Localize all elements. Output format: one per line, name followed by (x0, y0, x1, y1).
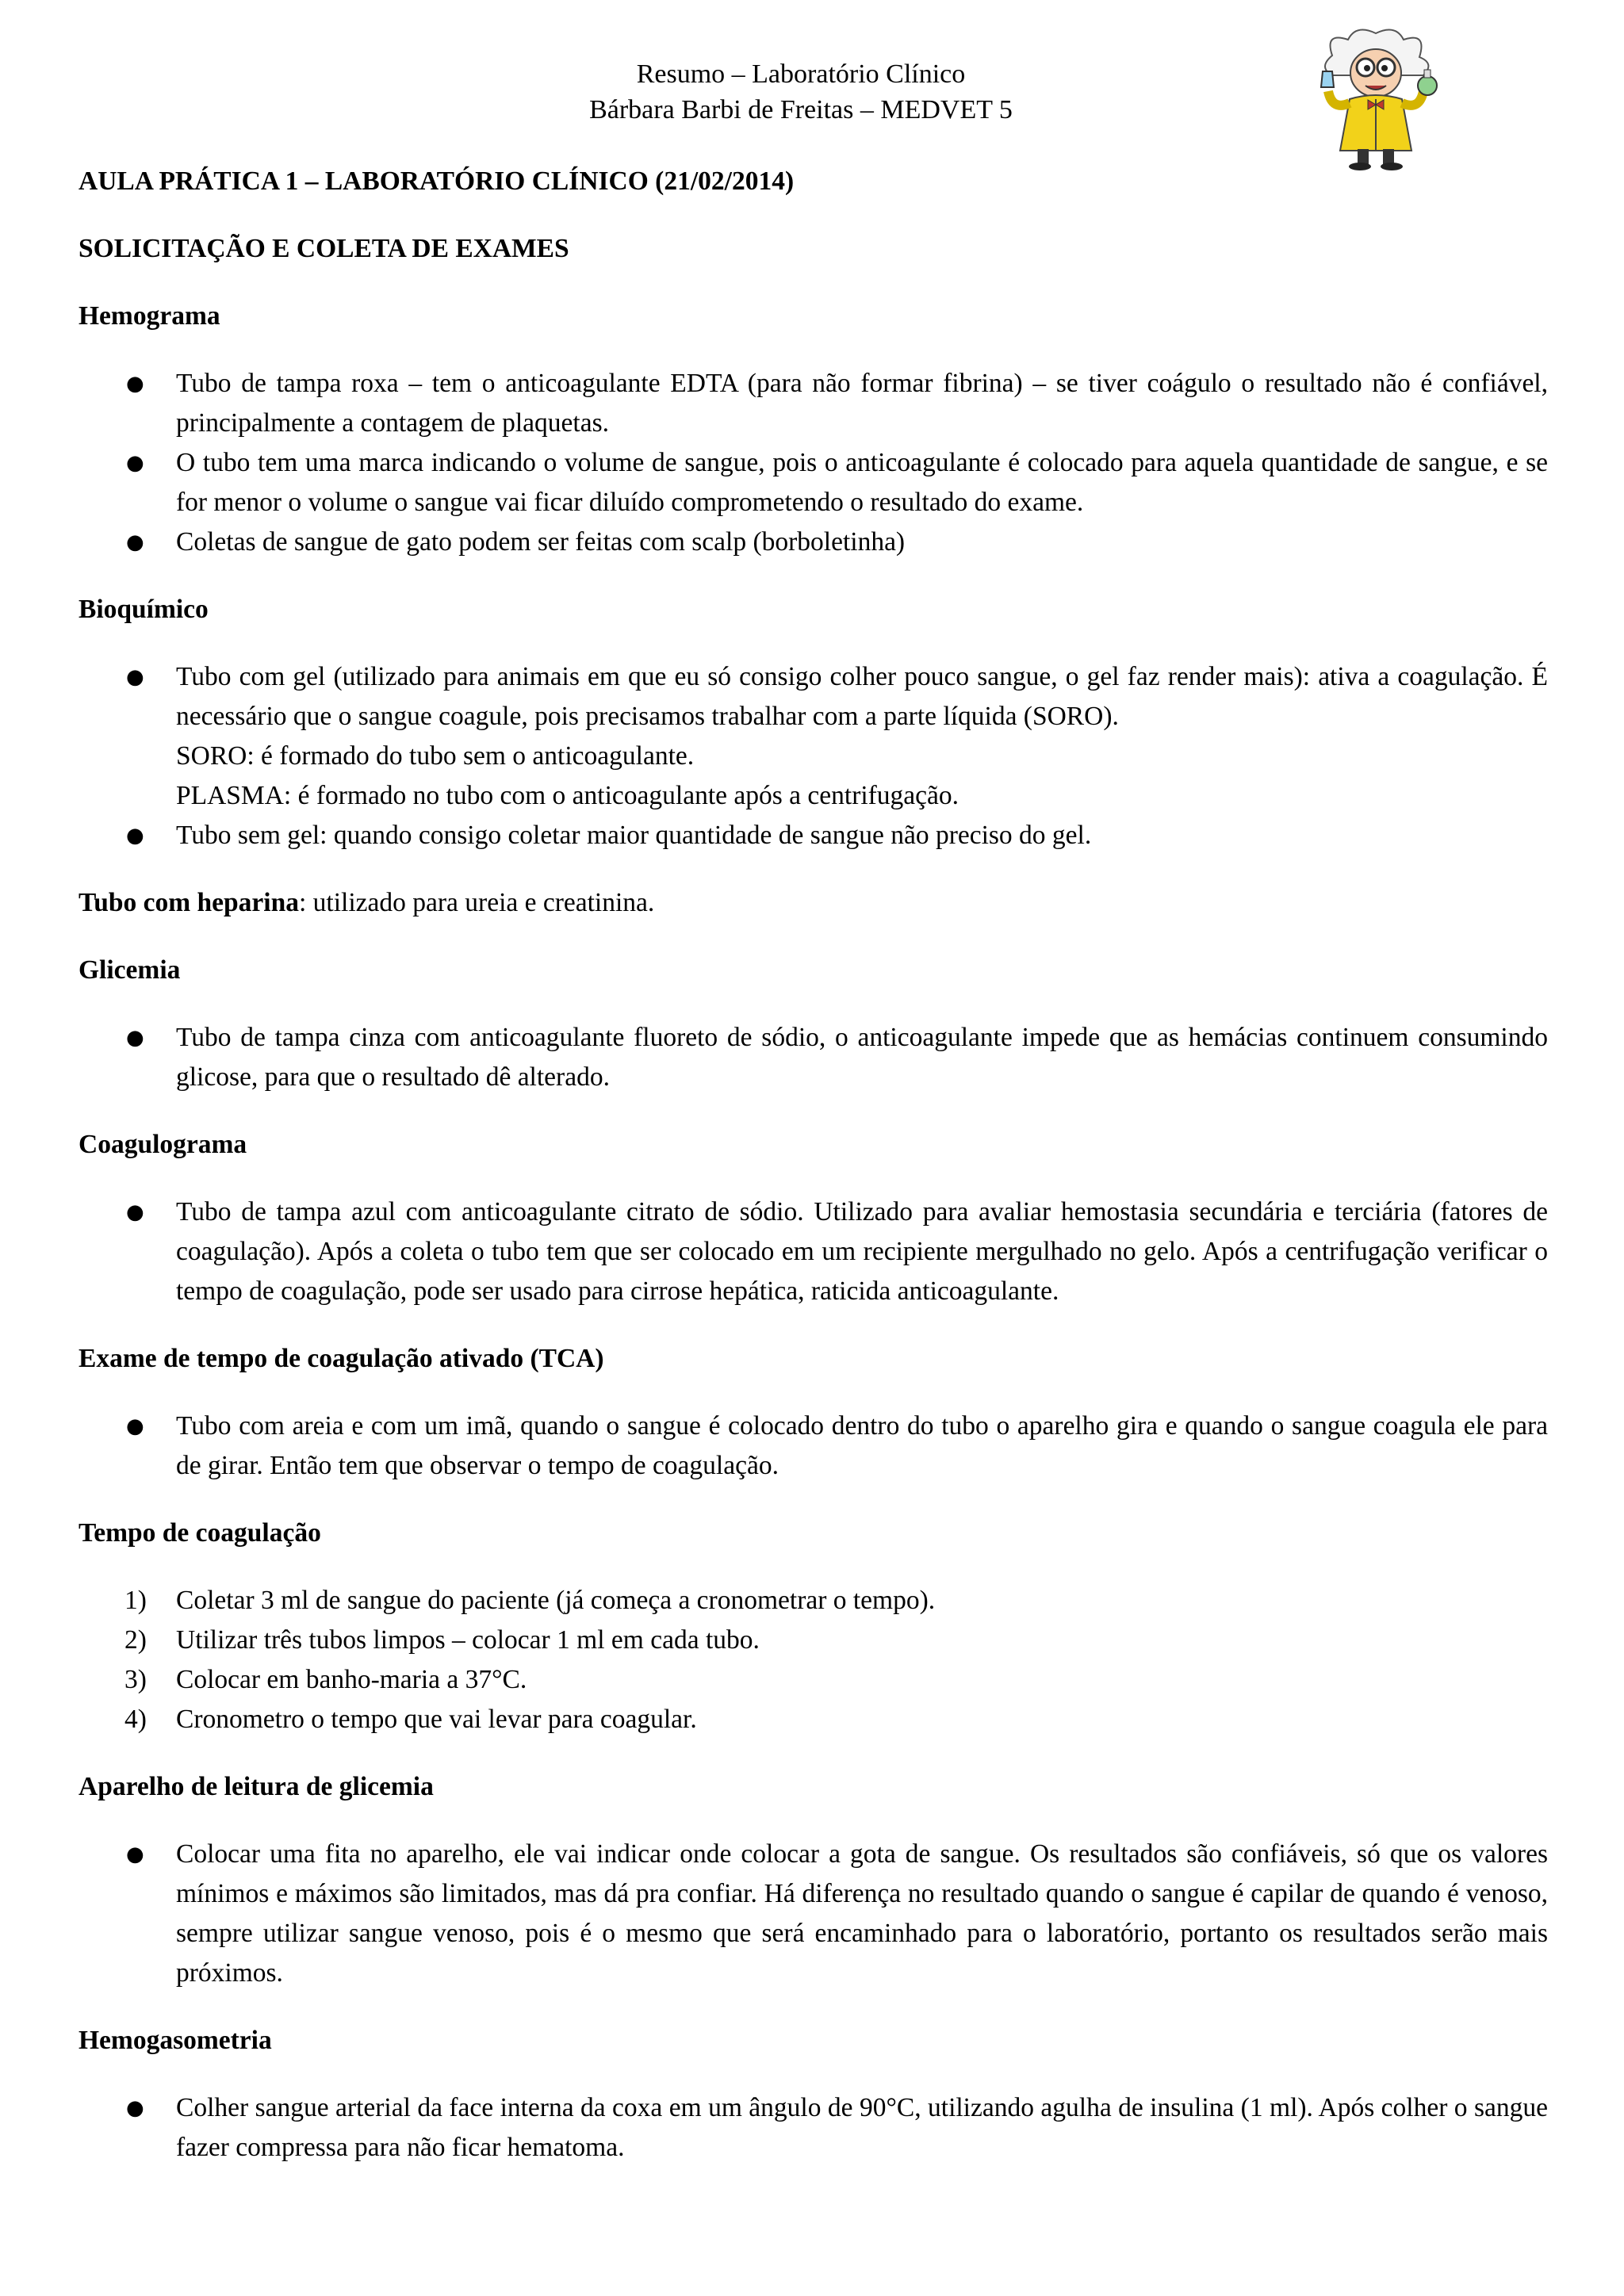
list-item: 2) Utilizar três tubos limpos – colocar 1 ml em cada tubo. (124, 1625, 760, 1655)
bullet-icon: ● (126, 451, 144, 475)
bullet-icon: ● (126, 824, 144, 848)
bullet-icon: ● (126, 2096, 144, 2120)
heparina-paragraph (79, 883, 1548, 923)
coagulograma-list (79, 1192, 1548, 1311)
list-item: ● Colher sangue arterial da face interna da coxa em um ângulo de 90°C, utilizando agulha de insulina (1 ml). Após colher o sangue fazer compressa para não ficar hematoma. (79, 2088, 1548, 2168)
list-item: 3) Colocar em banho-maria a 37°C. (124, 1665, 527, 1694)
soro-definition: SORO: é formado do tubo sem o anticoagulante. (176, 741, 695, 771)
hemograma-list (79, 364, 1548, 562)
bullet-icon: ● (126, 372, 144, 396)
list-item: ● Tubo com gel (utilizado para animais em que eu só consigo colher pouco sangue, o gel faz render mais): ativa a coagulação. É necessário que o sangue coagule, pois precisamos trabalhar com a parte líquida (SORO). SORO: é formado do tubo sem o anticoagulante. PLASMA: é formado no tubo com o anticoagulante após a centrifugação. (79, 657, 1548, 816)
page-title: AULA PRÁTICA 1 – LABORATÓRIO CLÍNICO (21/02/2014) (79, 166, 795, 196)
section-title: SOLICITAÇÃO E COLETA DE EXAMES (79, 234, 569, 263)
tca-list (79, 1406, 1548, 1486)
list-item: ● Tubo de tampa cinza com anticoagulante fluoreto de sódio, o anticoagulante impede que as hemácias continuem consumindo glicose, para que o resultado dê alterado. (79, 1018, 1548, 1097)
page-header (444, 56, 1158, 128)
heading-tca: Exame de tempo de coagulação ativado (TCA) (79, 1344, 604, 1373)
list-item: ● Tubo sem gel: quando consigo coletar maior quantidade de sangue não preciso do gel. (79, 816, 1548, 855)
list-item: 4) Cronometro o tempo que vai levar para coagular. (124, 1705, 697, 1734)
list-item: ● Tubo de tampa azul com anticoagulante citrato de sódio. Utilizado para avaliar hemostasia secundária e terciária (fatores de coagulação). Após a coleta o tubo tem que ser colocado em um recipiente mergulhado no gelo. Após a centrifugação verificar o tempo de coagulação, pode ser usado para cirrose hepática, raticida anticoagulante. (79, 1192, 1548, 1311)
list-item: ● Tubo de tampa roxa – tem o anticoagulante EDTA (para não formar fibrina) – se tiver coágulo o resultado não é confiável, principalmente a contagem de plaquetas. (79, 364, 1548, 443)
list-item: ● Tubo com areia e com um imã, quando o sangue é colocado dentro do tubo o aparelho gira e quando o sangue coagula ele para de girar. Então tem que observar o tempo de coagulação. (79, 1406, 1548, 1486)
heading-glicemia: Glicemia (79, 955, 181, 985)
heading-bioquimico: Bioquímico (79, 595, 209, 624)
list-item: ● Coletas de sangue de gato podem ser feitas com scalp (borboletinha) (79, 522, 1548, 562)
bullet-icon: ● (126, 1414, 144, 1438)
heading-tempo-coagulacao: Tempo de coagulação (79, 1518, 321, 1548)
heading-hemogasometria: Hemogasometria (79, 2026, 272, 2055)
header-title: Resumo – Laboratório Clínico (636, 59, 966, 89)
bullet-icon: ● (126, 1200, 144, 1224)
header-author: Bárbara Barbi de Freitas – MEDVET 5 (589, 95, 1013, 124)
bullet-icon: ● (126, 1843, 144, 1866)
glicemia-list (79, 1018, 1548, 1097)
bioquimico-list (79, 657, 1548, 855)
bullet-icon: ● (126, 530, 144, 554)
list-item: ● O tubo tem uma marca indicando o volume de sangue, pois o anticoagulante é colocado para aquela quantidade de sangue, e se for menor o volume o sangue vai ficar diluído comprometendo o resultado do exame. (79, 443, 1548, 522)
plasma-definition: PLASMA: é formado no tubo com o anticoagulante após a centrifugação. (176, 781, 959, 810)
document-body (79, 162, 1548, 2195)
aparelho-list (79, 1835, 1548, 1993)
bullet-icon: ● (126, 665, 144, 689)
heparina-label: Tubo com heparina (79, 888, 299, 917)
scientist-cartoon-icon (1300, 24, 1451, 170)
list-item: ● Colocar uma fita no aparelho, ele vai indicar onde colocar a gota de sangue. Os resultados são confiáveis, só que os valores mínimos e máximos são limitados, mas dá pra confiar. Há diferença no resultado quando o sangue é capilar de quando é venoso, sempre utilizar sangue venoso, pois é o mesmo que será encaminhado para o laboratório, portanto os resultados serão mais próximos. (79, 1835, 1548, 1993)
heparina-text: : utilizado para ureia e creatinina. (299, 888, 655, 917)
bullet-icon: ● (126, 1026, 144, 1050)
heading-coagulograma: Coagulograma (79, 1130, 247, 1159)
heading-hemograma: Hemograma (79, 301, 220, 331)
tempo-steps-list (79, 1581, 1548, 1739)
heading-aparelho-glicemia: Aparelho de leitura de glicemia (79, 1772, 434, 1801)
hemogasometria-list (79, 2088, 1548, 2168)
list-item: 1) Coletar 3 ml de sangue do paciente (já começa a cronometrar o tempo). (124, 1586, 936, 1615)
